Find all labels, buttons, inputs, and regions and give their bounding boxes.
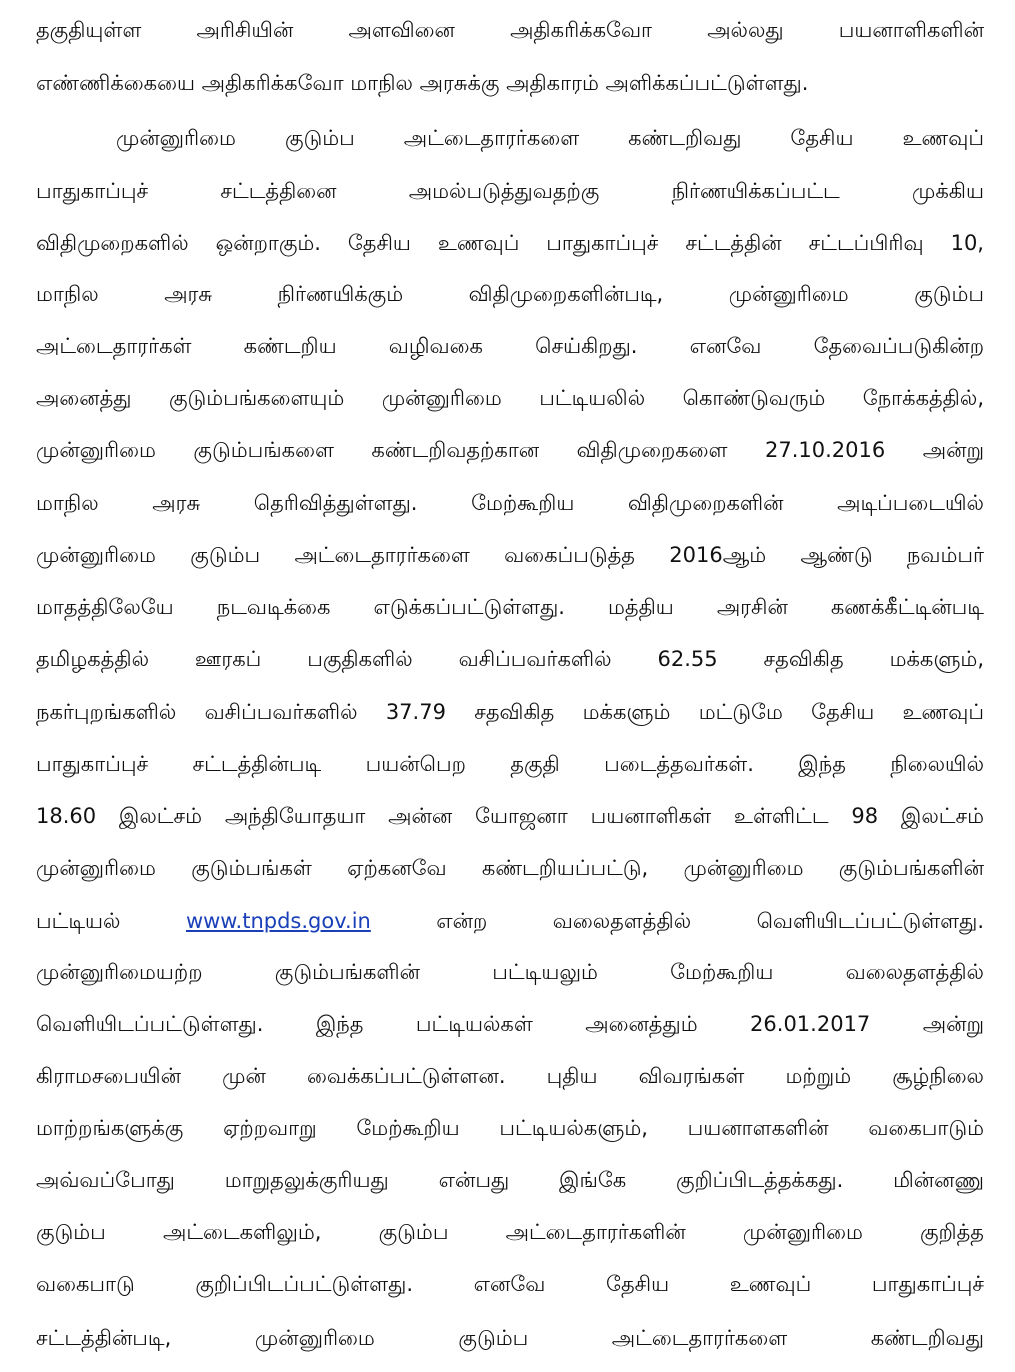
text-line: அட்டைதாரர்கள் கண்டறிய வழிவகை செய்கிறது. எனவே தேவைப்படுகின்ற [36,334,984,358]
text-line: வகைபாடு குறிப்பிடப்பட்டுள்ளது. எனவே தேசிய உணவுப் பாதுகாப்புச் [36,1272,984,1296]
text-line: முன்னுரிமை குடும்பங்கள் ஏற்கனவே கண்டறியப்பட்டு, முன்னுரிமை குடும்பங்களின் [36,856,984,880]
text-line: மாநில அரசு நிர்ணயிக்கும் விதிமுறைகளின்படி, முன்னுரிமை குடும்ப [36,282,984,306]
website-link[interactable]: www.tnpds.gov.in [185,909,371,933]
text-line: கிராமசபையின் முன் வைக்கப்பட்டுள்ளன. புதிய விவரங்கள் மற்றும் சூழ்நிலை [36,1064,984,1088]
text-line: மாற்றங்களுக்கு ஏற்றவாறு மேற்கூறிய பட்டியல்களும், பயனாளகளின் வகைபாடும் [36,1116,984,1140]
text-fragment: என்ற வலைதளத்தில் வெளியிடப்பட்டுள்ளது. [436,909,984,933]
text-line: நகர்புறங்களில் வசிப்பவர்களில் 37.79 சதவிகித மக்களும் மட்டுமே தேசிய உணவுப் [36,700,984,724]
text-line: முன்னுரிமையற்ற குடும்பங்களின் பட்டியலும் மேற்கூறிய வலைதளத்தில் [36,960,984,984]
text-line: தமிழகத்தில் ஊரகப் பகுதிகளில் வசிப்பவர்களில் 62.55 சதவிகித மக்களும், [36,647,984,671]
text-line: மாதத்திலேயே நடவடிக்கை எடுக்கப்பட்டுள்ளது. மத்திய அரசின் கணக்கீட்டின்படி [36,595,984,619]
text-line: எண்ணிக்கையை அதிகரிக்கவோ மாநில அரசுக்கு அதிகாரம் அளிக்கப்பட்டுள்ளது. [36,71,809,95]
text-line: அனைத்து குடும்பங்களையும் முன்னுரிமை பட்டியலில் கொண்டுவரும் நோக்கத்தில், [36,386,984,410]
text-line-with-link [36,901,984,941]
text-line: பாதுகாப்புச் சட்டத்தின்படி பயன்பெற தகுதி படைத்தவர்கள். இந்த நிலையில் [36,752,984,776]
text-line: தகுதியுள்ள அரிசியின் அளவினை அதிகரிக்கவோ அல்லது பயனாளிகளின் [36,18,984,42]
text-line: பாதுகாப்புச் சட்டத்தினை அமல்படுத்துவதற்கு நிர்ணயிக்கப்பட்ட முக்கிய [36,179,984,203]
text-line: 18.60 இலட்சம் அந்தியோதயா அன்ன யோஜனா பயனாளிகள் உள்ளிட்ட 98 இலட்சம் [36,804,984,828]
text-line: அவ்வப்போது மாறுதலுக்குரியது என்பது இங்கே குறிப்பிடத்தக்கது. மின்னணு [36,1168,984,1192]
text-line: சட்டத்தின்படி, முன்னுரிமை குடும்ப அட்டைதாரர்களை கண்டறிவது [36,1326,984,1350]
paragraph-first-line: முன்னுரிமை குடும்ப அட்டைதாரர்களை கண்டறிவது தேசிய உணவுப் [116,126,984,150]
text-line: விதிமுறைகளில் ஒன்றாகும். தேசிய உணவுப் பாதுகாப்புச் சட்டத்தின் சட்டப்பிரிவு 10, [36,231,984,255]
text-line: குடும்ப அட்டைகளிலும், குடும்ப அட்டைதாரர்களின் முன்னுரிமை குறித்த [36,1220,984,1244]
text-fragment: பட்டியல் [36,909,121,933]
text-line: முன்னுரிமை குடும்ப அட்டைதாரர்களை வகைப்படுத்த 2016ஆம் ஆண்டு நவம்பர் [36,543,984,567]
text-line: வெளியிடப்பட்டுள்ளது. இந்த பட்டியல்கள் அனைத்தும் 26.01.2017 அன்று [36,1012,984,1036]
text-line: மாநில அரசு தெரிவித்துள்ளது. மேற்கூறிய விதிமுறைகளின் அடிப்படையில் [36,491,984,515]
text-line: முன்னுரிமை குடும்பங்களை கண்டறிவதற்கான விதிமுறைகளை 27.10.2016 அன்று [36,438,984,462]
